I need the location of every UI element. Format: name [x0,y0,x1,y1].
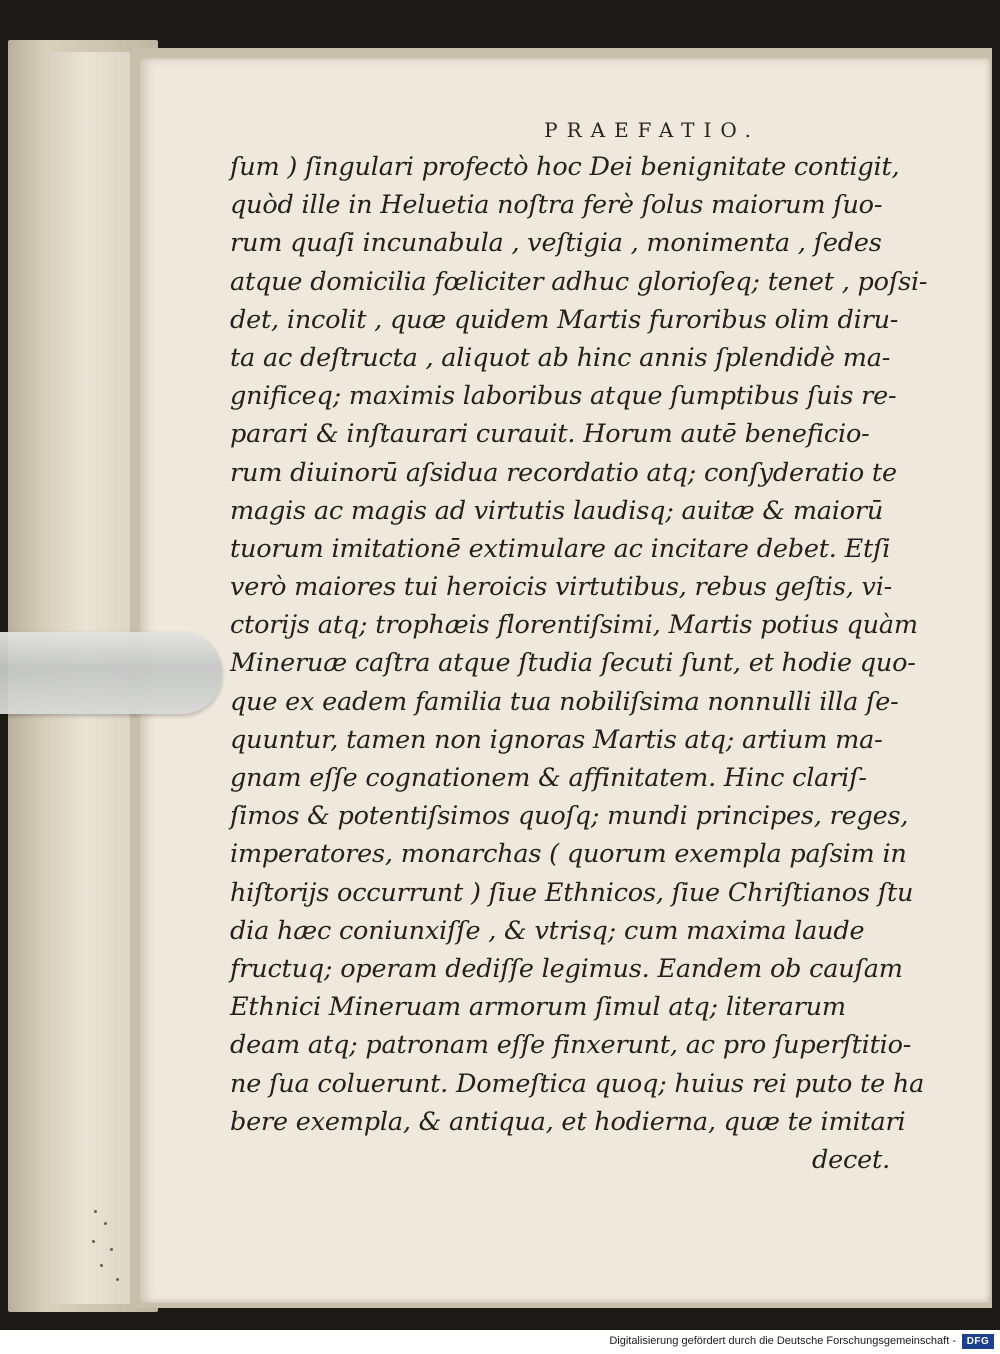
text-line: ne ſua coluerunt. Domeſtica quoq; huius rei puto te ha [230,1068,925,1099]
text-line: Mineruæ caſtra atque ſtudia ſecuti ſunt, et hodie quo- [230,648,916,679]
text-line: hiſtorijs occurrunt ) ſiue Ethnicos, ſiue Chriſtianos ſtu [230,877,914,908]
foxing-spots [88,1200,138,1300]
text-line: ſimos & potentiſsimos quoſq; mundi principes, reges, [230,801,909,832]
text-line: ctorijs atq; trophæis florentiſsimi, Martis potius quàm [230,610,918,641]
text-line: parari & inſtaurari curauit. Horum autē beneficio- [230,419,870,450]
text-line: ta ac deſtructa , aliquot ab hinc annis ſplendidè ma- [230,342,891,373]
text-line: det, incolit , quæ quidem Martis furoribus olim diru- [230,304,899,335]
page-clip [0,632,222,714]
running-head-text: PRAEFATIO. [544,118,760,142]
text-line: deam atq; patronam eſſe finxerunt, ac pro ſuperſtitio- [230,1030,912,1061]
text-line: imperatores, monarchas ( quorum exempla paſsim in [230,839,907,870]
text-line: quuntur, tamen non ignoras Martis atq; artium ma- [230,724,883,755]
text-line: quòd ille in Heluetia noſtra ferè ſolus maiorum ſuo- [230,190,883,221]
funding-notice: Digitalisierung gefördert durch die Deutsche Forschungsgemeinschaft - [609,1335,956,1347]
footer-bar [0,1330,1000,1354]
catchword: decet. [812,1144,890,1175]
text-line: fructuq; operam dediſſe legimus. Eandem ob cauſam [230,953,903,984]
text-line: verò maiores tui heroicis virtutibus, rebus geſtis, vi- [230,572,893,603]
text-line: gnam eſſe cognationem & affinitatem. Hinc clariſ- [230,763,867,793]
text-line: tuorum imitationē extimulare ac incitare debet. Etſi [230,533,891,564]
text-line: gnificeq; maximis laboribus atque ſumptibus ſuis re- [230,381,897,412]
text-line: Ethnici Mineruam armorum ſimul atq; literarum [230,992,846,1023]
text-line: atque domicilia fœliciter adhuc glorioſeq; tenet , poſsi- [230,266,928,297]
text-line: que ex eadem familia tua nobiliſsima nonnulli illa ſe- [230,686,899,717]
text-line: dia hæc coniunxiſſe , & vtrisq; cum maxima laude [230,915,865,946]
text-line: rum quaſi incunabula , veſtigia , monimenta , ſedes [230,228,882,259]
running-head [0,118,1000,142]
dfg-logo: DFG [962,1334,994,1349]
text-line: ſum ) ſingulari profectò hoc Dei benignitate contigit, [230,152,900,182]
text-line: bere exempla, & antiqua, et hodierna, quæ te imitari [230,1106,906,1137]
text-line: magis ac magis ad virtutis laudisq; auitæ & maiorū [230,495,884,526]
page-body-text [230,148,970,1179]
text-line: rum diuinorū aſsidua recordatio atq; conſyderatio te [230,457,897,488]
